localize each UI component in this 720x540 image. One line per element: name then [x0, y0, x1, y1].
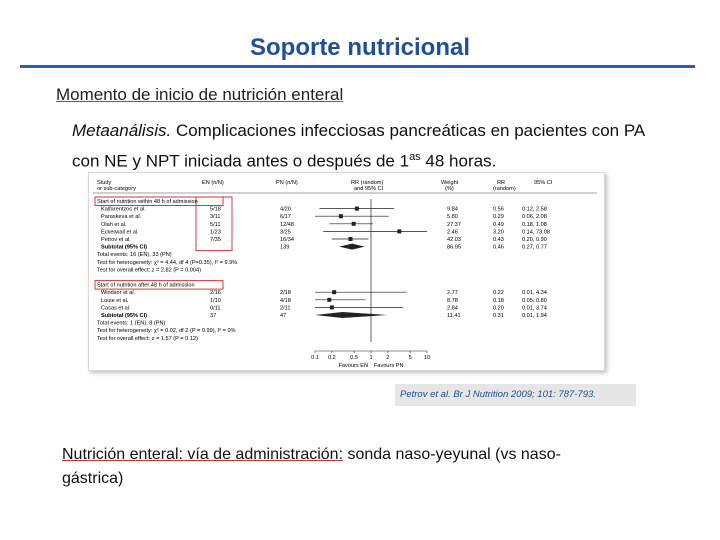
ci-value: 0.18, 1.08	[522, 221, 547, 228]
header-rr-ci: and 95% CI	[354, 186, 384, 192]
stats-text: Test for heterogeneity: χ² = 4.44, df 4 (P=0.35), I² = 9.9%	[97, 259, 238, 266]
en-value: 5/11	[210, 221, 221, 228]
study-name: Paraskeva et al.	[101, 214, 142, 221]
weight-value: 11.41	[447, 313, 461, 319]
pn-value: 2/11	[280, 305, 291, 312]
x-axis-tick-label: 0.2	[327, 355, 336, 361]
weight-value: 8.78	[447, 297, 458, 304]
x-axis-tick-label: 1	[369, 355, 373, 361]
rr-value: 0.43	[493, 237, 504, 243]
point-estimate	[339, 214, 343, 218]
x-axis-tick-label: 2	[386, 355, 390, 361]
header-rr: RR (random)	[351, 180, 384, 186]
route-of-administration-note	[62, 443, 622, 491]
ci-value: 0.20, 0.90	[522, 237, 547, 243]
weight-value: 2.77	[447, 290, 458, 297]
header-ci: 95% CI	[534, 180, 553, 186]
header-en: EN (n/N)	[202, 180, 224, 186]
ci-value: 0.27, 0.77	[522, 244, 547, 251]
point-estimate	[332, 290, 336, 294]
subtotal-label: Subtotal (95% CI)	[101, 313, 147, 319]
weight-value: 2.46	[447, 229, 458, 236]
header-study: Study	[97, 180, 112, 186]
stats-text: Total events: 1 (EN), 8 (PN)	[97, 320, 166, 327]
header-weight: Weight	[441, 180, 459, 186]
en-value: 3/11	[210, 214, 221, 221]
study-name: Petrov et al.	[101, 237, 131, 243]
ci-value: 0.14, 73.08	[522, 229, 550, 236]
stats-text: Test for heterogeneity: χ² = 0.02, df 2 (P = 0.99), I² = 0%	[97, 328, 236, 335]
en-value: 5/18	[210, 206, 221, 213]
forest-plot-svg	[89, 173, 604, 370]
meta-analysis-label: Metaanálisis.	[72, 121, 172, 140]
section-heading: Momento de inicio de nutrición enteral	[56, 85, 344, 104]
subgroup-label: Start of nutrition after 48 h of admission	[97, 282, 195, 289]
point-estimate	[355, 207, 359, 211]
slide-title: Soporte nutricional	[249, 34, 470, 61]
header-subcategory: or sub-category	[97, 186, 136, 192]
description-text: Complicaciones infecciosas pancreáticas en pacientes con PA con NE y NPT iniciada antes o después de 1	[72, 121, 645, 171]
study-name: Eckerwall et al.	[101, 229, 139, 236]
rr-value: 0.46	[493, 244, 504, 251]
header-rr2: RR	[497, 180, 506, 186]
study-name: Casas et al.	[101, 305, 131, 312]
en-value: 2/16	[210, 290, 221, 297]
meta-analysis-description	[72, 118, 672, 175]
forest-plot-figure	[88, 172, 605, 371]
weight-value: 42.03	[447, 237, 461, 243]
citation: Petrov et al. Br J Nutrition 2009; 101: 787-793.	[395, 384, 636, 406]
rr-value: 0.56	[493, 206, 504, 213]
en-value: 0/11	[210, 305, 221, 312]
stats-text: Test for overall effect: z = 2.82 (P = 0.004)	[97, 267, 201, 274]
en-value: 1/10	[210, 297, 221, 304]
weight-value: 2.84	[447, 305, 458, 312]
ci-value: 0.12, 2.58	[522, 206, 547, 213]
x-axis-tick-label: 0.1	[311, 355, 319, 361]
point-estimate	[348, 237, 352, 241]
ci-value: 0.01, 3.74	[522, 305, 547, 312]
rr-value: 0.29	[493, 214, 504, 221]
point-estimate	[327, 298, 331, 302]
point-estimate	[352, 222, 356, 226]
study-name: Windsor et al.	[101, 290, 136, 297]
en-value: 37	[210, 313, 217, 319]
x-axis-tick-label: 5	[408, 355, 412, 361]
en-value: 1/23	[210, 229, 221, 236]
title-divider	[20, 65, 695, 68]
rr-value: 3.20	[493, 229, 504, 236]
rr-value: 0.49	[493, 221, 504, 228]
weight-value: 27.37	[447, 221, 461, 228]
ci-value: 0.06, 2.08	[522, 214, 547, 221]
rr-value: 0.20	[493, 305, 504, 312]
favours-pn-label: Favours PN	[374, 363, 404, 369]
ci-value: 0.01, 1.94	[522, 313, 547, 319]
study-name: Olah et al.	[101, 221, 127, 228]
superscript-ordinal: as	[409, 151, 421, 163]
header-weight-unit: (%)	[445, 186, 454, 192]
ci-value: 0.01, 4.34	[522, 290, 547, 297]
study-name: Kalfarentzos et al.	[101, 206, 146, 213]
rr-value: 0.18	[493, 297, 504, 304]
pn-value: 16/34	[280, 237, 294, 243]
pn-value: 2/18	[280, 290, 291, 297]
rr-value: 0.31	[493, 313, 504, 319]
pn-value: 4/20	[280, 206, 291, 213]
en-value: 7/35	[210, 237, 221, 243]
route-label: Nutrición enteral: vía de administración:	[62, 446, 344, 463]
x-axis-tick-label: 10	[423, 355, 431, 361]
study-name: Louie et al.	[101, 297, 129, 304]
ci-value: 0.05, 0.80	[522, 297, 547, 304]
stats-text: Test for overall effect: z = 1.57 (P = 0.12)	[97, 335, 198, 342]
description-text-end: 48 horas.	[420, 151, 497, 171]
header-pn: PN (n/N)	[276, 180, 298, 186]
point-estimate	[397, 229, 401, 233]
pn-value: 4/18	[280, 297, 291, 304]
favours-en-label: Favours EN	[338, 363, 368, 369]
weight-value: 86.95	[447, 244, 461, 251]
point-estimate	[330, 305, 334, 309]
pooled-estimate-diamond	[339, 244, 364, 250]
stats-text: Total events: 16 (EN), 33 (PN)	[97, 252, 172, 259]
pn-value: 3/25	[280, 229, 291, 236]
subtotal-label: Subtotal (95% CI)	[101, 244, 147, 251]
rr-value: 0.22	[493, 290, 504, 297]
pooled-estimate-diamond	[315, 312, 387, 318]
route-text: sonda naso-yeyunal (vs naso-gástrica)	[62, 446, 561, 487]
header-rr2-sub: (random)	[493, 186, 516, 192]
subgroup-label: Start of nutrition within 48 h of admission	[97, 199, 198, 205]
pn-value: 6/17	[280, 214, 291, 221]
x-axis-tick-label: 0.5	[350, 355, 359, 361]
weight-value: 9.84	[447, 206, 458, 213]
pn-value: 139	[280, 244, 290, 251]
weight-value: 5.80	[447, 214, 458, 221]
pn-value: 47	[280, 313, 287, 319]
pn-value: 12/48	[280, 221, 294, 228]
